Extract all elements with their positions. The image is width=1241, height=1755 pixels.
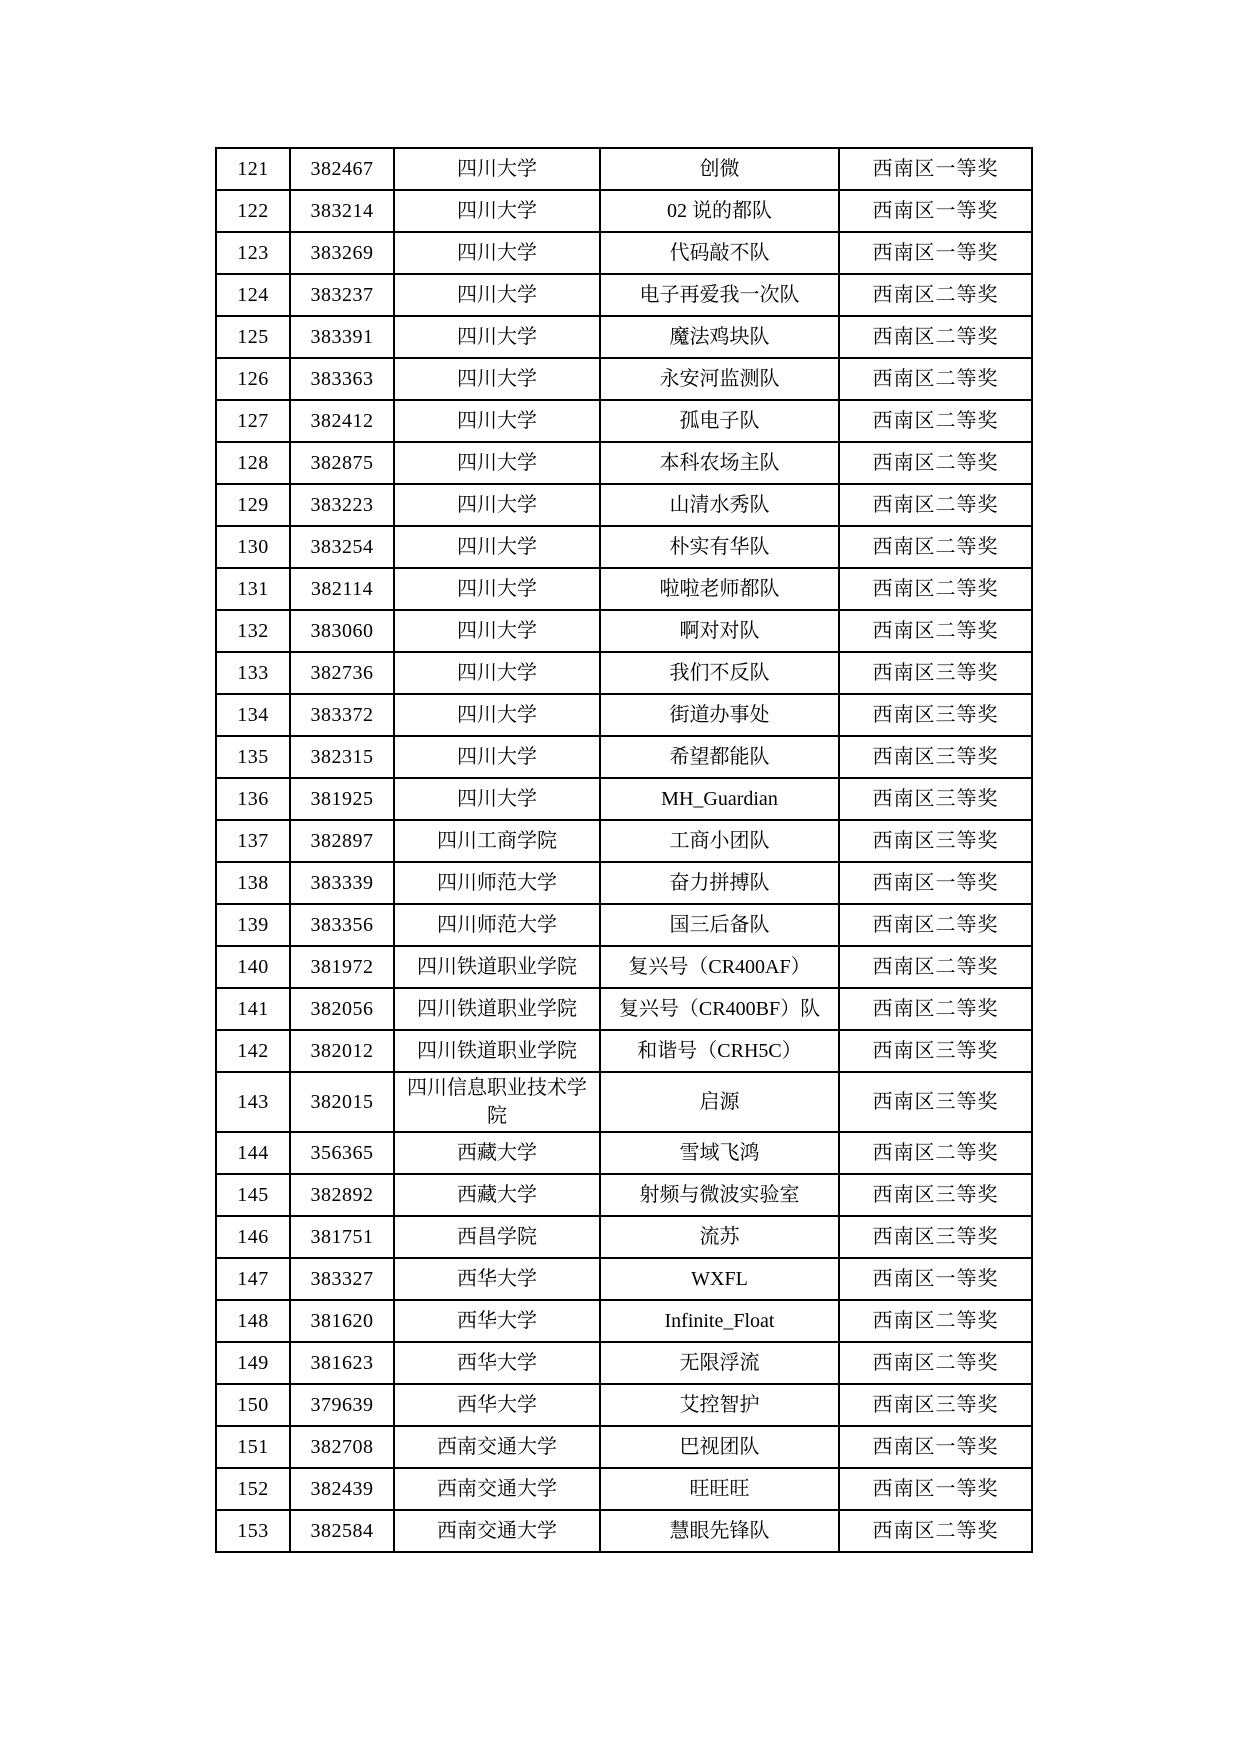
- table-row: [216, 820, 1032, 862]
- cell-team: 复兴号（CR400BF）队: [600, 988, 839, 1030]
- cell-award: 西南区二等奖: [839, 610, 1032, 652]
- cell-id: 381972: [290, 946, 394, 988]
- cell-school: 四川师范大学: [394, 862, 600, 904]
- cell-no: 150: [216, 1384, 290, 1426]
- cell-id: 383391: [290, 316, 394, 358]
- cell-school: 西华大学: [394, 1300, 600, 1342]
- cell-id: 382015: [290, 1072, 394, 1132]
- table-row: [216, 190, 1032, 232]
- cell-school: 四川大学: [394, 652, 600, 694]
- cell-no: 130: [216, 526, 290, 568]
- cell-team: 啊对对队: [600, 610, 839, 652]
- cell-award: 西南区一等奖: [839, 1426, 1032, 1468]
- cell-school: 四川大学: [394, 358, 600, 400]
- cell-award: 西南区一等奖: [839, 148, 1032, 190]
- results-table-body: [216, 148, 1032, 1552]
- table-row: [216, 946, 1032, 988]
- cell-school: 西南交通大学: [394, 1426, 600, 1468]
- cell-award: 西南区一等奖: [839, 190, 1032, 232]
- cell-team: 街道办事处: [600, 694, 839, 736]
- table-row: [216, 568, 1032, 610]
- table-row: [216, 610, 1032, 652]
- cell-award: 西南区二等奖: [839, 988, 1032, 1030]
- cell-school: 四川大学: [394, 610, 600, 652]
- cell-school: 四川师范大学: [394, 904, 600, 946]
- cell-no: 131: [216, 568, 290, 610]
- cell-no: 123: [216, 232, 290, 274]
- cell-id: 382114: [290, 568, 394, 610]
- cell-id: 382897: [290, 820, 394, 862]
- cell-team: 雪域飞鸿: [600, 1132, 839, 1174]
- cell-award: 西南区一等奖: [839, 232, 1032, 274]
- cell-team: 复兴号（CR400AF）: [600, 946, 839, 988]
- cell-no: 149: [216, 1342, 290, 1384]
- cell-team: 和谐号（CRH5C）: [600, 1030, 839, 1072]
- cell-school: 四川大学: [394, 526, 600, 568]
- cell-id: 383363: [290, 358, 394, 400]
- cell-school: 四川大学: [394, 568, 600, 610]
- award-results-table: [215, 147, 1033, 1553]
- cell-team: 巴视团队: [600, 1426, 839, 1468]
- cell-no: 143: [216, 1072, 290, 1132]
- table-row: [216, 1510, 1032, 1552]
- cell-id: 356365: [290, 1132, 394, 1174]
- cell-award: 西南区二等奖: [839, 358, 1032, 400]
- table-row: [216, 1300, 1032, 1342]
- cell-id: 381623: [290, 1342, 394, 1384]
- table-row: [216, 316, 1032, 358]
- cell-no: 122: [216, 190, 290, 232]
- cell-team: 艾控智护: [600, 1384, 839, 1426]
- table-row: [216, 1384, 1032, 1426]
- cell-school: 四川铁道职业学院: [394, 988, 600, 1030]
- cell-team: 奋力拼搏队: [600, 862, 839, 904]
- table-row: [216, 1072, 1032, 1132]
- cell-no: 133: [216, 652, 290, 694]
- table-row: [216, 1426, 1032, 1468]
- cell-no: 145: [216, 1174, 290, 1216]
- cell-award: 西南区三等奖: [839, 652, 1032, 694]
- cell-award: 西南区三等奖: [839, 1216, 1032, 1258]
- table-row: [216, 1258, 1032, 1300]
- table-row: [216, 736, 1032, 778]
- cell-no: 121: [216, 148, 290, 190]
- cell-id: 383356: [290, 904, 394, 946]
- cell-no: 142: [216, 1030, 290, 1072]
- award-results-table-container: [215, 147, 1031, 1553]
- cell-no: 125: [216, 316, 290, 358]
- cell-award: 西南区三等奖: [839, 1030, 1032, 1072]
- cell-no: 138: [216, 862, 290, 904]
- table-row: [216, 652, 1032, 694]
- cell-school: 西藏大学: [394, 1174, 600, 1216]
- cell-no: 146: [216, 1216, 290, 1258]
- cell-school: 四川大学: [394, 778, 600, 820]
- cell-id: 383269: [290, 232, 394, 274]
- cell-school: 四川大学: [394, 274, 600, 316]
- cell-team: 射频与微波实验室: [600, 1174, 839, 1216]
- cell-no: 127: [216, 400, 290, 442]
- cell-no: 153: [216, 1510, 290, 1552]
- cell-award: 西南区二等奖: [839, 904, 1032, 946]
- cell-team: 本科农场主队: [600, 442, 839, 484]
- cell-school: 西昌学院: [394, 1216, 600, 1258]
- cell-school: 西华大学: [394, 1258, 600, 1300]
- cell-id: 383060: [290, 610, 394, 652]
- cell-award: 西南区二等奖: [839, 442, 1032, 484]
- cell-award: 西南区二等奖: [839, 946, 1032, 988]
- cell-award: 西南区一等奖: [839, 862, 1032, 904]
- cell-school: 四川大学: [394, 232, 600, 274]
- cell-no: 134: [216, 694, 290, 736]
- cell-id: 382708: [290, 1426, 394, 1468]
- cell-no: 152: [216, 1468, 290, 1510]
- table-row: [216, 1132, 1032, 1174]
- cell-team: 启源: [600, 1072, 839, 1132]
- cell-school: 西藏大学: [394, 1132, 600, 1174]
- cell-team: 无限浮流: [600, 1342, 839, 1384]
- cell-team: 02 说的都队: [600, 190, 839, 232]
- cell-team: 啦啦老师都队: [600, 568, 839, 610]
- cell-school: 四川铁道职业学院: [394, 946, 600, 988]
- cell-award: 西南区二等奖: [839, 1300, 1032, 1342]
- cell-award: 西南区三等奖: [839, 1174, 1032, 1216]
- cell-school: 西南交通大学: [394, 1510, 600, 1552]
- cell-id: 382012: [290, 1030, 394, 1072]
- cell-award: 西南区二等奖: [839, 1342, 1032, 1384]
- cell-team: 创微: [600, 148, 839, 190]
- table-row: [216, 988, 1032, 1030]
- cell-team: 魔法鸡块队: [600, 316, 839, 358]
- cell-id: 381751: [290, 1216, 394, 1258]
- cell-team: 流苏: [600, 1216, 839, 1258]
- cell-team: 工商小团队: [600, 820, 839, 862]
- cell-team: 希望都能队: [600, 736, 839, 778]
- table-row: [216, 904, 1032, 946]
- table-row: [216, 274, 1032, 316]
- cell-id: 383237: [290, 274, 394, 316]
- table-row: [216, 232, 1032, 274]
- cell-award: 西南区三等奖: [839, 778, 1032, 820]
- cell-id: 381925: [290, 778, 394, 820]
- table-row: [216, 1342, 1032, 1384]
- cell-id: 383223: [290, 484, 394, 526]
- cell-id: 382584: [290, 1510, 394, 1552]
- cell-award: 西南区一等奖: [839, 1468, 1032, 1510]
- table-row: [216, 1468, 1032, 1510]
- cell-award: 西南区二等奖: [839, 400, 1032, 442]
- cell-award: 西南区二等奖: [839, 1510, 1032, 1552]
- cell-school: 四川大学: [394, 442, 600, 484]
- cell-no: 126: [216, 358, 290, 400]
- cell-id: 382056: [290, 988, 394, 1030]
- cell-team: 慧眼先锋队: [600, 1510, 839, 1552]
- cell-award: 西南区三等奖: [839, 1072, 1032, 1132]
- cell-no: 129: [216, 484, 290, 526]
- cell-id: 383339: [290, 862, 394, 904]
- cell-team: 电子再爱我一次队: [600, 274, 839, 316]
- cell-id: 383214: [290, 190, 394, 232]
- table-row: [216, 862, 1032, 904]
- cell-award: 西南区三等奖: [839, 694, 1032, 736]
- cell-school: 四川大学: [394, 400, 600, 442]
- cell-id: 382412: [290, 400, 394, 442]
- table-row: [216, 1174, 1032, 1216]
- cell-school: 四川大学: [394, 484, 600, 526]
- cell-no: 135: [216, 736, 290, 778]
- table-row: [216, 778, 1032, 820]
- cell-school: 四川信息职业技术学院: [394, 1072, 600, 1132]
- cell-award: 西南区二等奖: [839, 1132, 1032, 1174]
- cell-no: 137: [216, 820, 290, 862]
- table-row: [216, 484, 1032, 526]
- cell-no: 148: [216, 1300, 290, 1342]
- cell-award: 西南区一等奖: [839, 1258, 1032, 1300]
- cell-no: 132: [216, 610, 290, 652]
- cell-award: 西南区三等奖: [839, 736, 1032, 778]
- cell-school: 四川大学: [394, 316, 600, 358]
- table-row: [216, 1216, 1032, 1258]
- cell-team: 旺旺旺: [600, 1468, 839, 1510]
- cell-team: 我们不反队: [600, 652, 839, 694]
- cell-school: 四川铁道职业学院: [394, 1030, 600, 1072]
- cell-no: 124: [216, 274, 290, 316]
- cell-award: 西南区三等奖: [839, 820, 1032, 862]
- cell-no: 139: [216, 904, 290, 946]
- table-row: [216, 526, 1032, 568]
- table-row: [216, 1030, 1032, 1072]
- cell-team: 永安河监测队: [600, 358, 839, 400]
- cell-no: 151: [216, 1426, 290, 1468]
- cell-id: 379639: [290, 1384, 394, 1426]
- table-row: [216, 148, 1032, 190]
- cell-team: WXFL: [600, 1258, 839, 1300]
- cell-team: 孤电子队: [600, 400, 839, 442]
- cell-id: 383254: [290, 526, 394, 568]
- cell-award: 西南区三等奖: [839, 1384, 1032, 1426]
- cell-school: 四川大学: [394, 694, 600, 736]
- cell-school: 四川工商学院: [394, 820, 600, 862]
- cell-id: 382315: [290, 736, 394, 778]
- cell-team: MH_Guardian: [600, 778, 839, 820]
- table-row: [216, 400, 1032, 442]
- cell-school: 西华大学: [394, 1342, 600, 1384]
- cell-school: 四川大学: [394, 148, 600, 190]
- cell-school: 四川大学: [394, 190, 600, 232]
- cell-id: 382439: [290, 1468, 394, 1510]
- cell-no: 140: [216, 946, 290, 988]
- cell-school: 四川大学: [394, 736, 600, 778]
- cell-no: 128: [216, 442, 290, 484]
- cell-team: 山清水秀队: [600, 484, 839, 526]
- cell-school: 西华大学: [394, 1384, 600, 1426]
- cell-no: 141: [216, 988, 290, 1030]
- cell-id: 382736: [290, 652, 394, 694]
- cell-award: 西南区二等奖: [839, 484, 1032, 526]
- cell-award: 西南区二等奖: [839, 274, 1032, 316]
- cell-id: 383327: [290, 1258, 394, 1300]
- cell-id: 382892: [290, 1174, 394, 1216]
- cell-award: 西南区二等奖: [839, 568, 1032, 610]
- cell-school: 西南交通大学: [394, 1468, 600, 1510]
- cell-award: 西南区二等奖: [839, 526, 1032, 568]
- cell-award: 西南区二等奖: [839, 316, 1032, 358]
- cell-id: 383372: [290, 694, 394, 736]
- cell-team: 朴实有华队: [600, 526, 839, 568]
- cell-team: 代码敲不队: [600, 232, 839, 274]
- cell-no: 144: [216, 1132, 290, 1174]
- cell-team: Infinite_Float: [600, 1300, 839, 1342]
- cell-id: 381620: [290, 1300, 394, 1342]
- cell-team: 国三后备队: [600, 904, 839, 946]
- cell-id: 382467: [290, 148, 394, 190]
- cell-no: 136: [216, 778, 290, 820]
- cell-no: 147: [216, 1258, 290, 1300]
- table-row: [216, 358, 1032, 400]
- cell-id: 382875: [290, 442, 394, 484]
- table-row: [216, 694, 1032, 736]
- table-row: [216, 442, 1032, 484]
